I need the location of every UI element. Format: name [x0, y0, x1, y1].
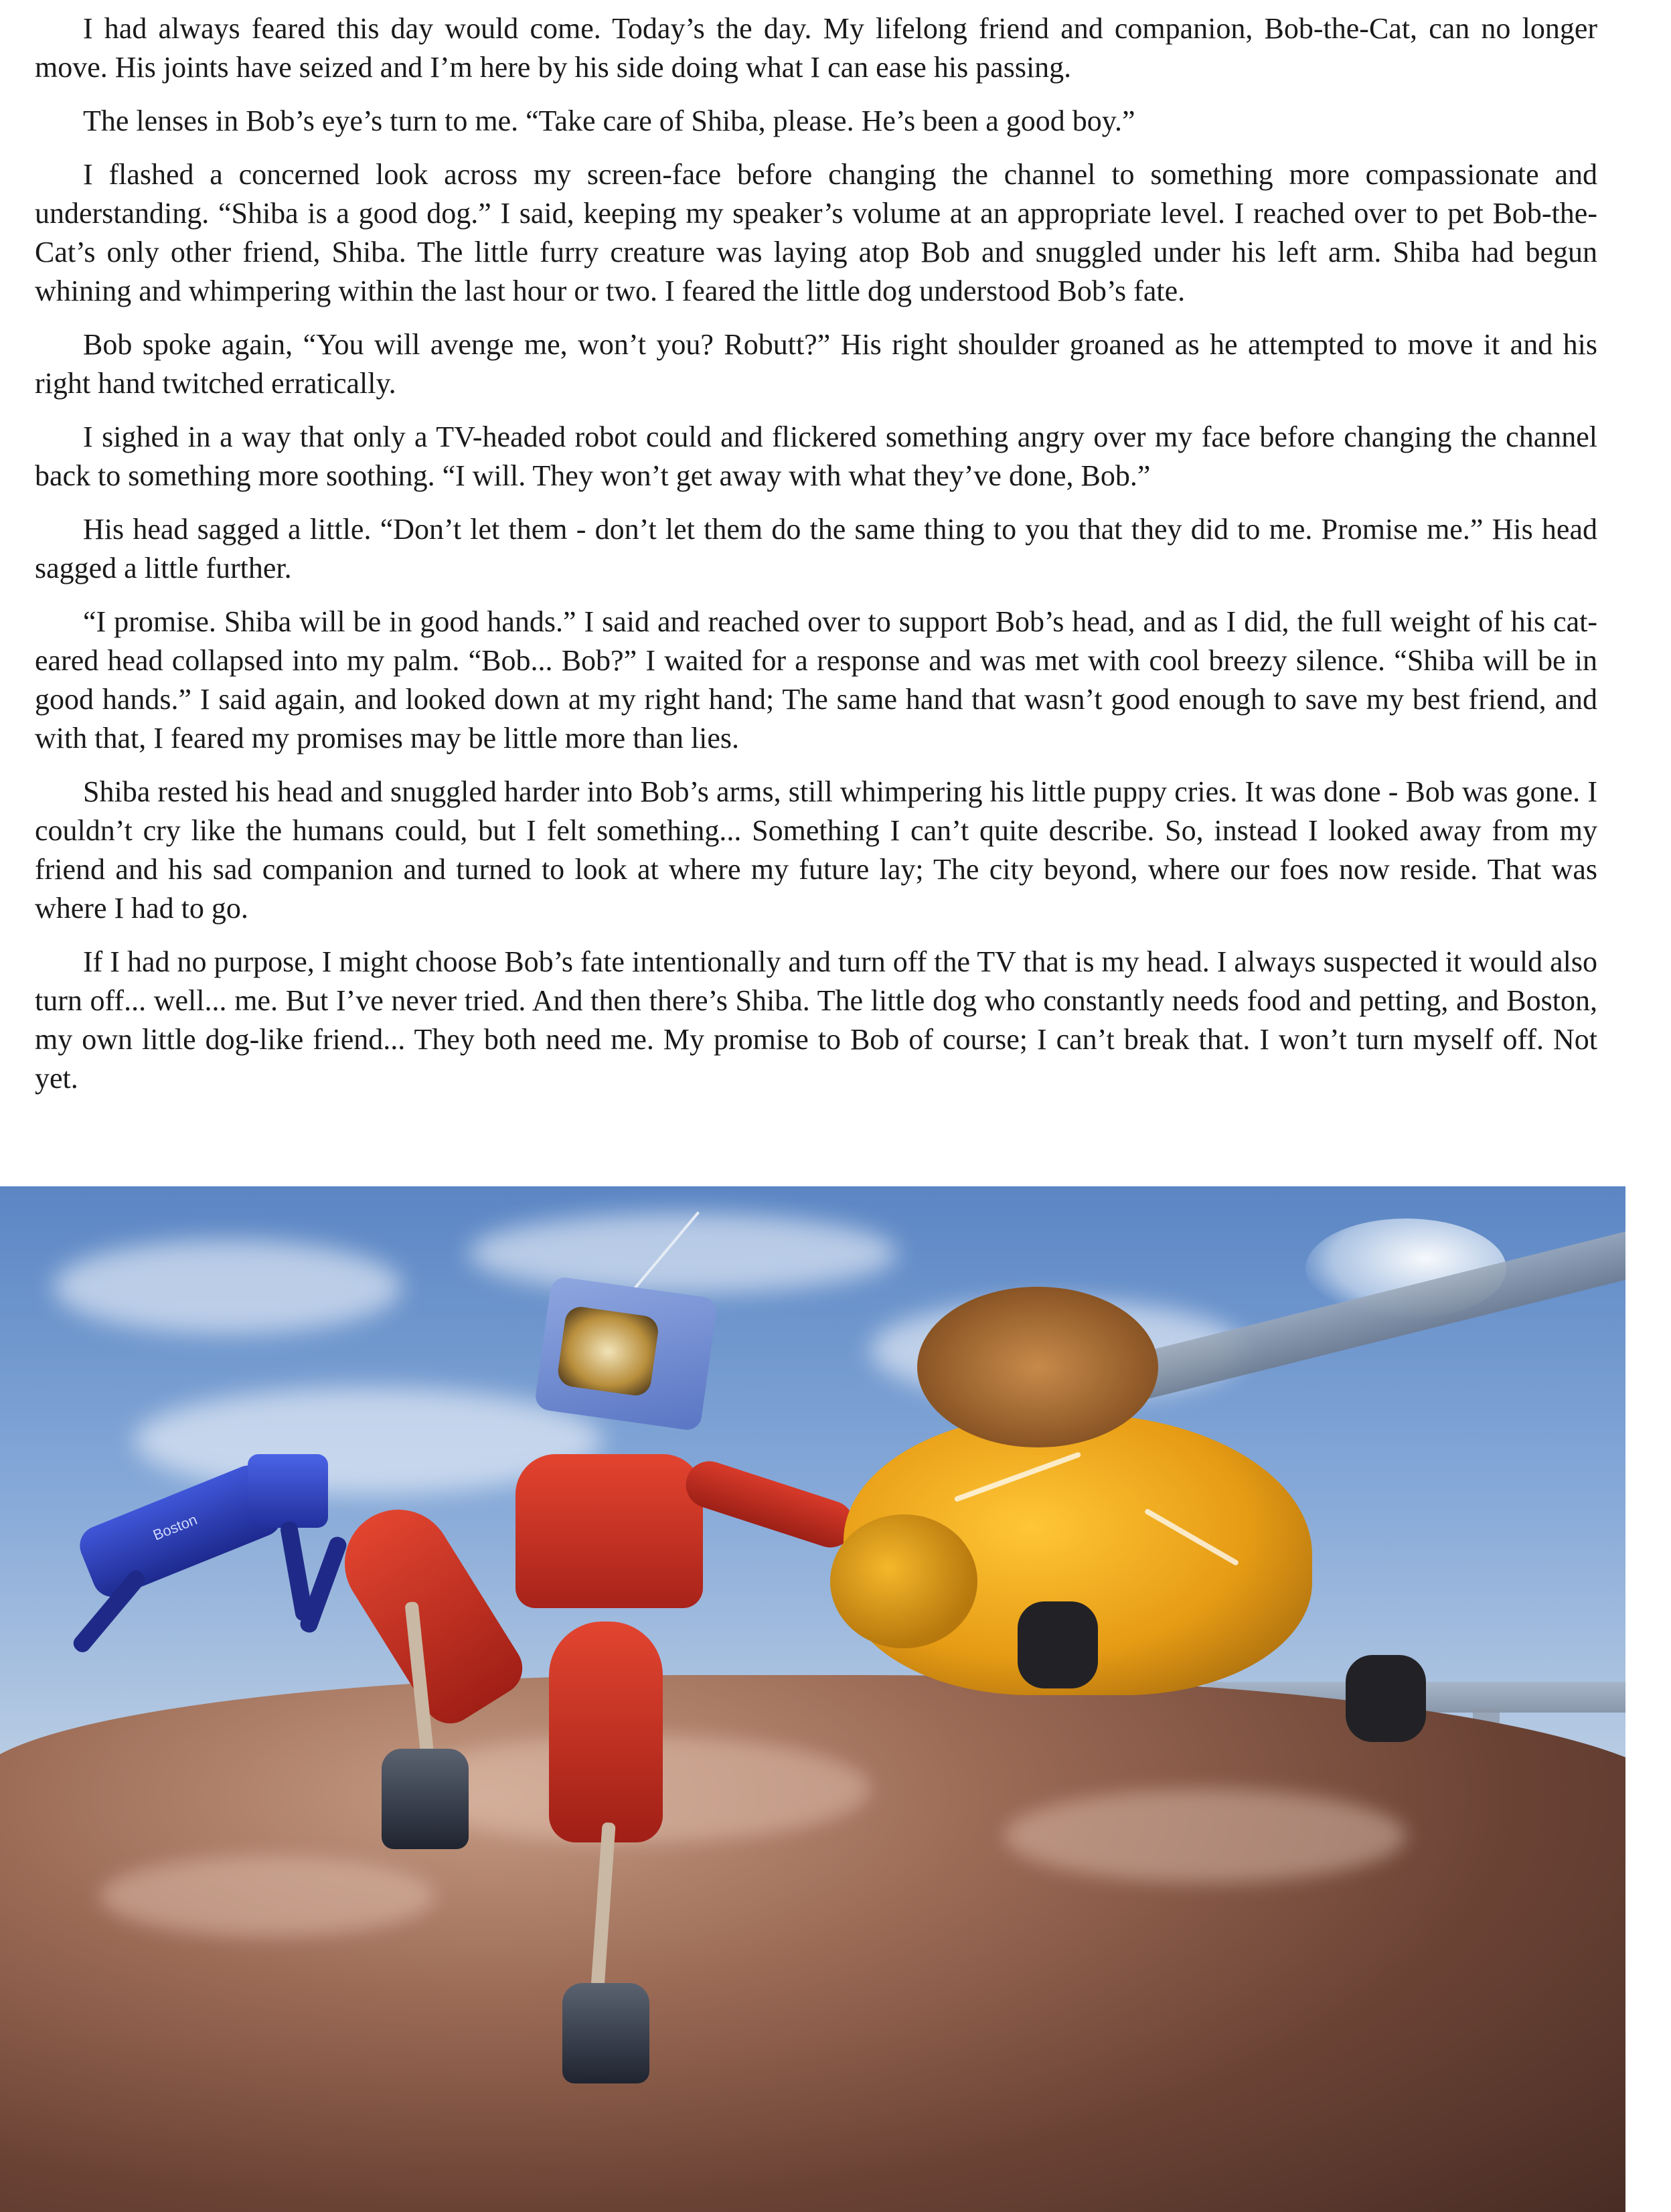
story-illustration	[0, 1186, 1625, 2212]
paragraph-3: I flashed a concerned look across my screen-face before changing the channel to something more compassionate and understanding. “Shiba is a good dog.” I said, keeping my speaker’s volume at an appropriate level. I reached over to pet Bob-the-Cat’s only other friend, Shiba. The little furry creature was laying atop Bob and snuggled under his left arm. Shiba had begun whining and whimpering within the last hour or two. I feared the little dog understood Bob’s fate.	[35, 158, 1597, 307]
paragraph-4: Bob spoke again, “You will avenge me, won’t you? Robutt?” His right shoulder groaned as he attempted to move it and his right hand twitched erratically.	[35, 328, 1597, 400]
cloud	[469, 1213, 897, 1293]
robot-dog-label: Boston	[151, 1510, 200, 1544]
robot-cat-helmet	[830, 1514, 977, 1648]
tv-head	[534, 1276, 718, 1432]
paragraph-8: Shiba rested his head and snuggled harder into Bob’s arms, still whimpering his little puppy cries. It was done - Bob was gone. I couldn’t cry like the humans could, but I felt something... Something I can’t quite describe. So, instead I looked away from my friend and his sad companion and turned to look at where my future lay; The city beyond, where our foes now reside. That was where I had to go.	[35, 775, 1597, 925]
cloud	[54, 1240, 402, 1334]
robot-cat-boot	[1018, 1601, 1098, 1688]
tv-screen	[556, 1305, 660, 1397]
robot-cat-boot	[1346, 1655, 1426, 1742]
robot-dog-head	[248, 1454, 328, 1528]
sneaker-left	[382, 1749, 469, 1849]
paragraph-5: I sighed in a way that only a TV-headed robot could and flickered something angry over my face before changing the channel back to something more soothing. “I will. They won’t get away with what they’ve done, Bob.”	[35, 420, 1597, 492]
robot-arm	[680, 1455, 860, 1554]
shiba-dog	[917, 1287, 1158, 1447]
sneaker-right	[562, 1983, 649, 2083]
paragraph-6: His head sagged a little. “Don’t let them - don’t let them do the same thing to you that they did to me. Promise me.” His head sagged a little further.	[35, 513, 1597, 584]
paragraph-2: The lenses in Bob’s eye’s turn to me. “Take care of Shiba, please. He’s been a good boy.”	[83, 104, 1135, 137]
red-jacket	[515, 1454, 703, 1608]
paragraph-1: I had always feared this day would come. Today’s the day. My lifelong friend and companion, Bob-the-Cat, can no longer move. His joints have seized and I’m here by his side doing what I can ease his passing.	[35, 12, 1597, 84]
rock-highlight	[1004, 1789, 1406, 1883]
red-pants-right-leg	[549, 1622, 663, 1842]
paragraph-9: If I had no purpose, I might choose Bob’s fate intentionally and turn off the TV that is my head. I always suspected it would also turn off... well... me. But I’ve never tried. And then there’s Shiba. The little dog who constantly needs food and petting, and Boston, my own little dog-like friend... They both need me. My promise to Bob of course; I can’t break that. I won’t turn myself off. Not yet.	[35, 945, 1597, 1095]
paragraph-7: “I promise. Shiba will be in good hands.” I said and reached over to support Bob’s head, and as I did, the full weight of his cat-eared head collapsed into my palm. “Bob... Bob?” I waited for a response and was met with cool breezy silence. “Shiba will be in good hands.” I said again, and looked down at my right hand; The same hand that wasn’t good enough to save my best friend, and with that, I feared my promises may be little more than lies.	[35, 605, 1597, 755]
rock-highlight	[100, 1856, 435, 1936]
story-text	[35, 9, 1597, 1113]
